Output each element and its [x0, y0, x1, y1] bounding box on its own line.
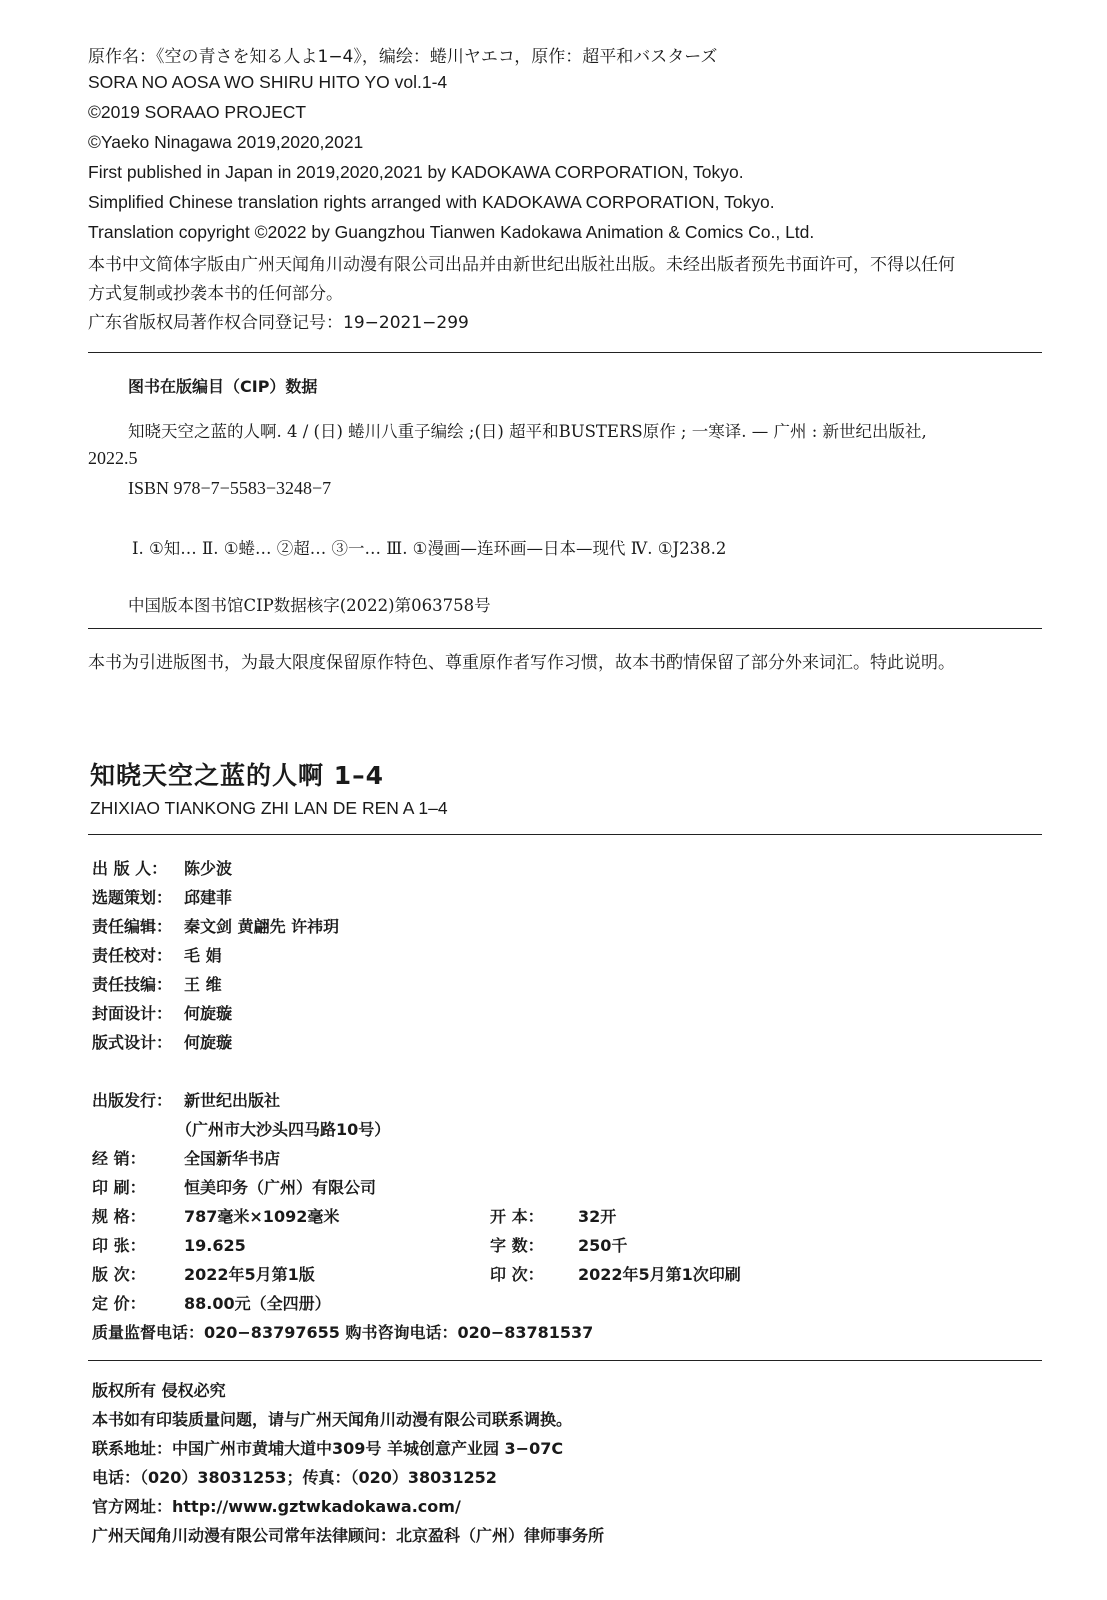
- sheets-row: [92, 1233, 246, 1257]
- quality-notice: 本书如有印装质量问题，请与广州天闻角川动漫有限公司联系调换。: [92, 1410, 573, 1429]
- printer-value: 恒美印务（广州）有限公司: [184, 1178, 377, 1197]
- credit-row-editors: [92, 914, 339, 938]
- sheets-value: 19.625: [184, 1236, 246, 1255]
- price-label: 定 价：: [92, 1294, 146, 1313]
- import-note: 本书为引进版图书，为最大限度保留原作特色、尊重原作者写作习惯，故本书酌情保留了部分外来词汇。特此说明。: [88, 653, 955, 673]
- cn-notice-line-2: 方式复制或抄袭本书的任何部分。: [88, 284, 343, 304]
- cip-verification-line: 中国版本图书馆CIP数据核字(2022)第063758号: [128, 596, 491, 615]
- classification-line: Ⅰ. ①知… Ⅱ. ①蜷… ②超… ③一… Ⅲ. ①漫画—连环画—日本—现代 Ⅳ. ①J238.2: [132, 539, 727, 558]
- credit-label: 封面设计：: [92, 1004, 173, 1023]
- format-row: [490, 1204, 616, 1227]
- contact-address: 联系地址：中国广州市黄埔大道中309号 羊城创意产业园 3−07C: [92, 1439, 564, 1458]
- publisher-label: 出版发行：: [92, 1091, 173, 1110]
- publisher-value: 新世纪出版社: [184, 1091, 281, 1110]
- credit-value: 何旋璇: [184, 1004, 233, 1023]
- credit-value: 邱建菲: [184, 888, 233, 907]
- spec-value: 787毫米×1092毫米: [184, 1207, 340, 1226]
- credit-row-technical-editor: [92, 972, 222, 996]
- divider: [88, 834, 1042, 835]
- printing-label: 印 次：: [490, 1265, 544, 1284]
- printer-label: 印 刷：: [92, 1178, 146, 1197]
- divider: [88, 352, 1042, 353]
- cip-entry-line-2: 2022.5: [88, 448, 138, 468]
- phones-row: 质量监督电话：020−83797655 购书咨询电话：020−83781537: [92, 1323, 594, 1342]
- spec-row: [92, 1204, 339, 1228]
- divider: [88, 1360, 1042, 1361]
- cip-entry-line-1: 知晓天空之蓝的人啊. 4 / (日) 蜷川八重子编绘 ;(日) 超平和BUSTERS原作 ; 一寒译. — 广州 : 新世纪出版社,: [128, 422, 927, 441]
- credit-label: 责任编辑：: [92, 917, 173, 936]
- contact-phone: 电话：（020）38031253；传真：（020）38031252: [92, 1468, 497, 1487]
- translation-rights-line: Simplified Chinese translation rights arranged with KADOKAWA CORPORATION, Tokyo.: [88, 192, 775, 212]
- edition-label: 版 次：: [92, 1265, 146, 1284]
- publisher-row: [92, 1088, 280, 1112]
- words-value: 250千: [578, 1236, 628, 1255]
- printing-row: [490, 1262, 741, 1285]
- translation-copyright-line: Translation copyright ©2022 by Guangzhou Tianwen Kadokawa Animation & Comics Co., Ltd.: [88, 222, 815, 242]
- contract-registration-line: 广东省版权局著作权合同登记号：19−2021−299: [88, 313, 469, 333]
- words-label: 字 数：: [490, 1236, 544, 1255]
- spec-label: 规 格：: [92, 1207, 146, 1226]
- credit-row-planning: [92, 885, 232, 909]
- book-title-cn: 知晓天空之蓝的人啊 1–4: [90, 761, 384, 790]
- cn-notice-line-1: 本书中文简体字版由广州天闻角川动漫有限公司出品并由新世纪出版社出版。未经出版者预先书面许可，不得以任何: [88, 255, 955, 275]
- printer-row: [92, 1175, 376, 1199]
- first-published-line: First published in Japan in 2019,2020,2021 by KADOKAWA CORPORATION, Tokyo.: [88, 162, 744, 182]
- copyright-author-line: ©Yaeko Ninagawa 2019,2020,2021: [88, 132, 364, 152]
- credit-label: 版式设计：: [92, 1033, 173, 1052]
- credit-label: 出 版 人：: [92, 859, 168, 878]
- publisher-address: （广州市大沙头四马路10号）: [176, 1120, 391, 1139]
- legal-advisor: 广州天闻角川动漫有限公司常年法律顾问：北京盈科（广州）律师事务所: [92, 1526, 605, 1545]
- distributor-row: [92, 1146, 280, 1170]
- credit-row-proofreader: [92, 943, 222, 967]
- edition-row: [92, 1262, 315, 1286]
- format-label: 开 本：: [490, 1207, 544, 1226]
- distributor-value: 全国新华书店: [184, 1149, 281, 1168]
- credit-row-cover-design: [92, 1001, 232, 1025]
- distributor-label: 经 销：: [92, 1149, 146, 1168]
- credit-row-publisher: [92, 856, 232, 880]
- credit-value: 陈少波: [184, 859, 233, 878]
- credit-row-layout-design: [92, 1030, 232, 1054]
- divider: [88, 628, 1042, 629]
- format-value: 32开: [578, 1207, 617, 1226]
- book-title-en: ZHIXIAO TIANKONG ZHI LAN DE REN A 1–4: [90, 798, 448, 818]
- credit-label: 责任校对：: [92, 946, 173, 965]
- credit-value: 秦文剑 黄翩先 许祎玥: [184, 917, 340, 936]
- printing-value: 2022年5月第1次印刷: [578, 1265, 741, 1284]
- original-title-line: 原作名：《空の青さを知る人よ1−4》，编绘：蜷川ヤエコ，原作：超平和バスターズ: [88, 47, 718, 67]
- rights-reserved: 版权所有 侵权必究: [92, 1381, 226, 1400]
- official-website: 官方网址：http://www.gztwkadokawa.com/: [92, 1497, 461, 1516]
- cip-heading: 图书在版编目（CIP）数据: [128, 377, 318, 396]
- words-row: [490, 1233, 627, 1256]
- romaji-title-line: SORA NO AOSA WO SHIRU HITO YO vol.1-4: [88, 72, 448, 92]
- credit-value: 毛 娟: [184, 946, 222, 965]
- credit-value: 王 维: [184, 975, 222, 994]
- credit-label: 选题策划：: [92, 888, 173, 907]
- price-value: 88.00元（全四册）: [184, 1294, 331, 1313]
- sheets-label: 印 张：: [92, 1236, 146, 1255]
- price-row: [92, 1291, 331, 1315]
- copyright-project-line: ©2019 SORAAO PROJECT: [88, 102, 307, 122]
- credit-value: 何旋璇: [184, 1033, 233, 1052]
- edition-value: 2022年5月第1版: [184, 1265, 315, 1284]
- credit-label: 责任技编：: [92, 975, 173, 994]
- isbn-line: ISBN 978−7−5583−3248−7: [128, 478, 332, 498]
